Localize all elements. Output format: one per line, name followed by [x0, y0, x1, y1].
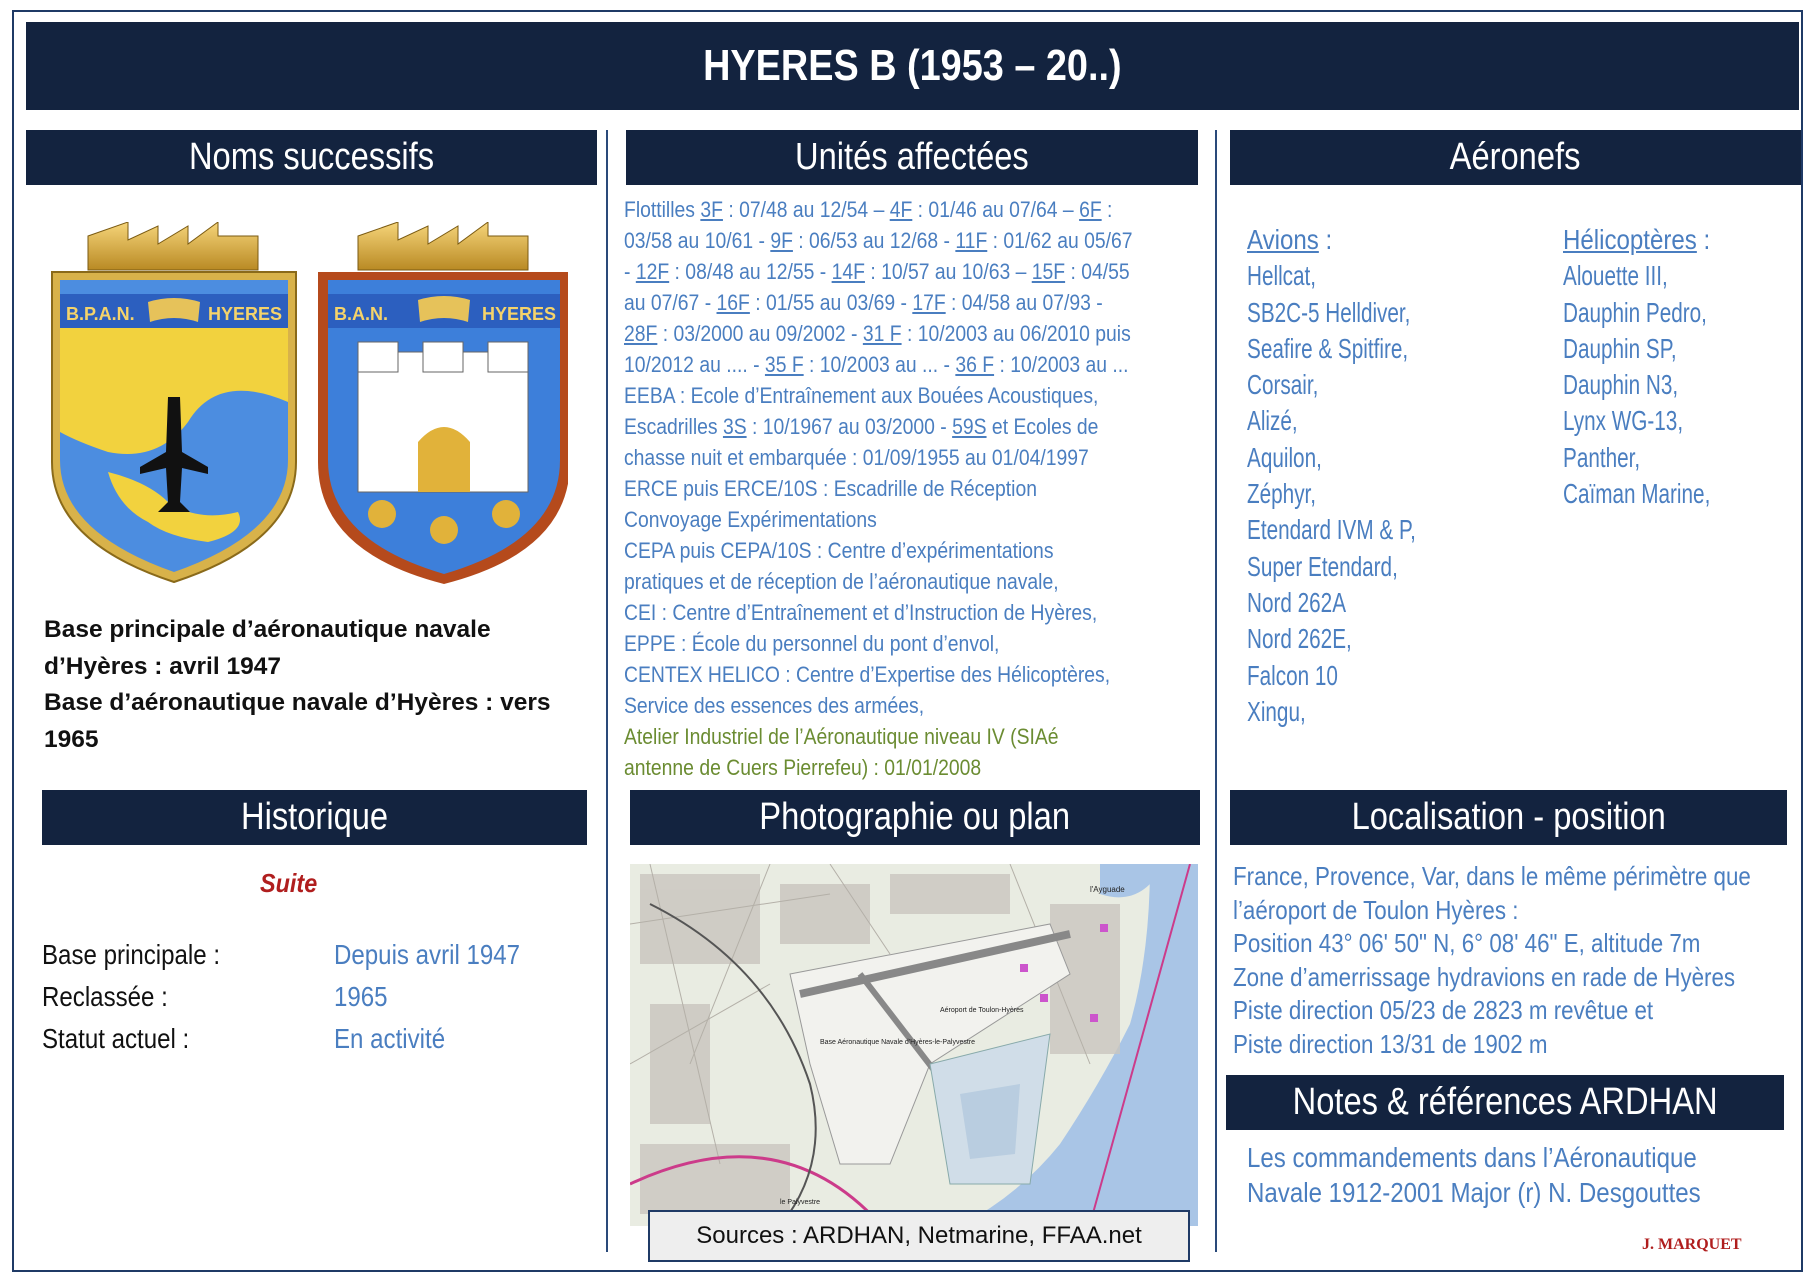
localisation-line: Piste direction 05/23 de 2823 m revêtue et: [1233, 995, 1654, 1025]
historique-value: Depuis avril 1947: [334, 939, 521, 970]
header-unites-affectees: Unités affectées: [626, 130, 1198, 185]
hyeres-label-left: HYERES: [208, 304, 283, 324]
map-label-base: Base Aéronautique Navale d'Hyères-le-Palyvestre: [820, 1039, 976, 1046]
nom-line: Base principale d’aéronautique navale: [44, 616, 491, 643]
unite-line: 10/2012 au .... - 35 F : 10/2003 au ... - 36 F : 10/2003 au ...: [624, 352, 1129, 377]
unite-line: 28F : 03/2000 au 09/2002 - 31 F : 10/2003 au 06/2010 puis: [624, 321, 1131, 346]
column-divider-right: [1215, 130, 1217, 1252]
avion-item: Etendard IVM & P,: [1247, 514, 1416, 546]
avion-item: Alizé,: [1247, 405, 1298, 437]
avion-item: Nord 262A: [1247, 586, 1347, 618]
localisation-line: Piste direction 13/31 de 1902 m: [1233, 1028, 1548, 1059]
historique-label: Reclassée :: [42, 981, 168, 1012]
avion-item: Xingu,: [1247, 695, 1306, 727]
unite-line: 03/58 au 10/61 - 9F : 06/53 au 12/68 - 11F : 01/62 au 05/67: [624, 228, 1133, 253]
header-noms-successifs: Noms successifs: [26, 130, 597, 185]
helicopteres-header[interactable]: Hélicoptères :: [1563, 224, 1711, 255]
unite-line: Escadrilles 3S : 10/1967 au 03/2000 - 59S et Ecoles de: [624, 414, 1099, 439]
map-label-town: l'Ayguade: [1090, 885, 1125, 894]
unite-line: CENTEX HELICO : Centre d’Expertise des Hélicoptères,: [624, 662, 1111, 687]
header-aeronefs: Aéronefs: [1230, 130, 1801, 185]
ban-label: B.A.N.: [334, 304, 388, 324]
avion-item: Falcon 10: [1247, 659, 1338, 691]
avion-item: Corsair,: [1247, 369, 1319, 401]
unite-line: pratiques et de réception de l’aéronautique navale,: [624, 569, 1059, 594]
avions-header[interactable]: Avions :: [1247, 224, 1333, 255]
historique-value: 1965: [334, 981, 388, 1012]
unite-line: au 07/67 - 16F : 01/55 au 03/69 - 17F : 04/58 au 07/93 -: [624, 290, 1103, 315]
header-historique: Historique: [42, 790, 587, 845]
avion-item: Hellcat,: [1247, 260, 1317, 292]
sources-box: Sources : ARDHAN, Netmarine, FFAA.net: [648, 1210, 1190, 1262]
avion-item: Aquilon,: [1247, 441, 1322, 473]
nom-line: d’Hyères : avril 1947: [44, 652, 281, 680]
page-title: HYERES B (1953 – 20..): [26, 22, 1799, 110]
ban-crest-logo: [318, 222, 568, 584]
historique-label: Statut actuel :: [42, 1023, 190, 1054]
unite-line: CEI : Centre d’Entraînement et d’Instruction de Hyères,: [624, 600, 1098, 625]
avion-item: Zéphyr,: [1247, 478, 1317, 510]
header-localisation: Localisation - position: [1230, 790, 1787, 845]
helicoptere-item: Lynx WG-13,: [1563, 405, 1684, 437]
unite-line-atelier: Atelier Industriel de l’Aéronautique niveau IV (SIAé: [624, 724, 1059, 749]
suite-link[interactable]: Suite: [260, 868, 318, 898]
localisation-line: l’aéroport de Toulon Hyères :: [1233, 894, 1519, 925]
crests: [48, 222, 568, 592]
unite-line: Flottilles 3F : 07/48 au 12/54 – 4F : 01/46 au 07/64 – 6F :: [624, 197, 1113, 222]
avions-list: [1247, 222, 1475, 730]
nom-line: 1965: [44, 725, 99, 753]
localisation-line: Zone d’amerrissage hydravions en rade de Hyères: [1233, 961, 1736, 992]
unite-line: Convoyage Expérimentations: [624, 507, 877, 532]
notes-line: Navale 1912-2001 Major (r) N. Desgouttes: [1247, 1177, 1701, 1208]
noms-successifs-text: [44, 612, 604, 758]
helicoptere-item: Panther,: [1563, 441, 1641, 473]
avion-item: SB2C-5 Helldiver,: [1247, 296, 1411, 328]
helicoptere-item: Caïman Marine,: [1563, 478, 1711, 510]
unite-line: chasse nuit et embarquée : 01/09/1955 au 01/04/1997: [624, 445, 1089, 470]
unite-line-atelier: antenne de Cuers Pierrefeu) : 01/01/2008: [624, 755, 982, 780]
bpan-crest-logo: [52, 222, 296, 582]
map-label-airport: Aéroport de Toulon-Hyères: [940, 1007, 1024, 1014]
notes-line: Les commandements dans l’Aéronautique: [1247, 1142, 1697, 1173]
unite-line: - 12F : 08/48 au 12/55 - 14F : 10/57 au 10/63 – 15F : 04/55: [624, 259, 1130, 284]
localisation-line: Position 43° 06' 50" N, 6° 08' 46" E, altitude 7m: [1233, 928, 1701, 958]
unite-line: EPPE : École du personnel du pont d’envol,: [624, 631, 1000, 656]
avion-item: Nord 262E,: [1247, 623, 1352, 655]
helicoptere-item: Alouette III,: [1563, 260, 1668, 292]
unite-line: EEBA : Ecole d’Entraînement aux Bouées Acoustiques,: [624, 383, 1099, 408]
historique-value: En activité: [334, 1023, 446, 1054]
localisation-line: France, Provence, Var, dans le même périmètre que: [1233, 861, 1751, 891]
map-image: [630, 864, 1198, 1226]
hyeres-label-right: HYERES: [482, 304, 557, 324]
column-divider-left: [606, 130, 608, 1252]
header-photographie: Photographie ou plan: [630, 790, 1200, 845]
avion-item: Seafire & Spitfire,: [1247, 332, 1409, 364]
avion-item: Super Etendard,: [1247, 550, 1398, 582]
historique-labels: [42, 934, 249, 1060]
nom-line: Base d’aéronautique navale d’Hyères : vers: [44, 689, 551, 716]
historique-values: [334, 934, 550, 1060]
header-notes: Notes & références ARDHAN: [1226, 1075, 1784, 1130]
localisation-text: [1233, 860, 1819, 1061]
map-label-place: le Palyvestre: [780, 1199, 821, 1206]
unites-affectees-list: [624, 194, 1204, 783]
unite-line: CEPA puis CEPA/10S : Centre d’expérimentations: [624, 538, 1054, 563]
helicoptere-item: Dauphin SP,: [1563, 332, 1677, 364]
helicoptere-item: Dauphin N3,: [1563, 369, 1679, 401]
notes-text: [1247, 1140, 1775, 1210]
unite-line: ERCE puis ERCE/10S : Escadrille de Réception: [624, 476, 1038, 501]
historique-label: Base principale :: [42, 939, 221, 970]
bpan-label: B.P.A.N.: [66, 304, 135, 324]
unite-line: Service des essences des armées,: [624, 693, 925, 718]
helicopteres-list: [1563, 222, 1762, 512]
helicoptere-item: Dauphin Pedro,: [1563, 296, 1707, 328]
author-signature: J. MARQUET: [1642, 1236, 1742, 1253]
